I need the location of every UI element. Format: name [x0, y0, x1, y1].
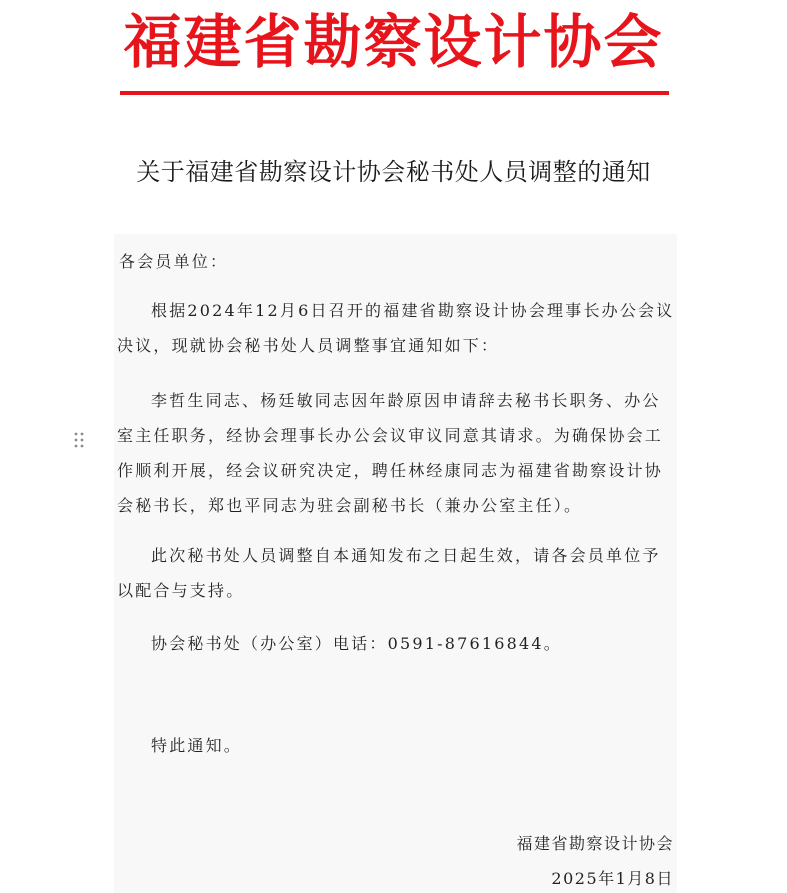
drag-handle-icon-glyph [73, 431, 85, 449]
signature-organization: 福建省勘察设计协会 [516, 834, 674, 853]
signature-block [516, 826, 674, 893]
paragraph-closing: 特此通知。 [151, 736, 243, 755]
notice-title: 关于福建省勘察设计协会秘书处人员调整的通知 [136, 158, 651, 186]
paragraph-personnel-change: 李哲生同志、杨廷敏同志因年龄原因申请辞去秘书长职务、办公室主任职务，经协会理事长办公会议审议同意其请求。为确保协会工作顺利开展，经会议研究决定，聘任林经康同志为福建省勘察设计协会秘书长，郑也平同志为驻会副秘书长（兼办公室主任）。 [117, 391, 664, 515]
masthead-red-rule [120, 91, 669, 95]
salutation: 各会员单位： [119, 252, 229, 271]
drag-handle-icon[interactable] [73, 431, 85, 449]
paragraph-contact-phone: 协会秘书处（办公室）电话：0591-87616844。 [151, 634, 562, 653]
paragraph-decision-basis: 根据2024年12月6日召开的福建省勘察设计协会理事长办公会议决议，现就协会秘书处人员调整事宜通知如下： [117, 301, 675, 355]
signature-date: 2025年1月8日 [551, 869, 674, 888]
organization-masthead: 福建省勘察设计协会 [123, 8, 664, 76]
paragraph-effective-notice: 此次秘书处人员调整自本通知发布之日起生效，请各会员单位予以配合与支持。 [117, 546, 661, 600]
